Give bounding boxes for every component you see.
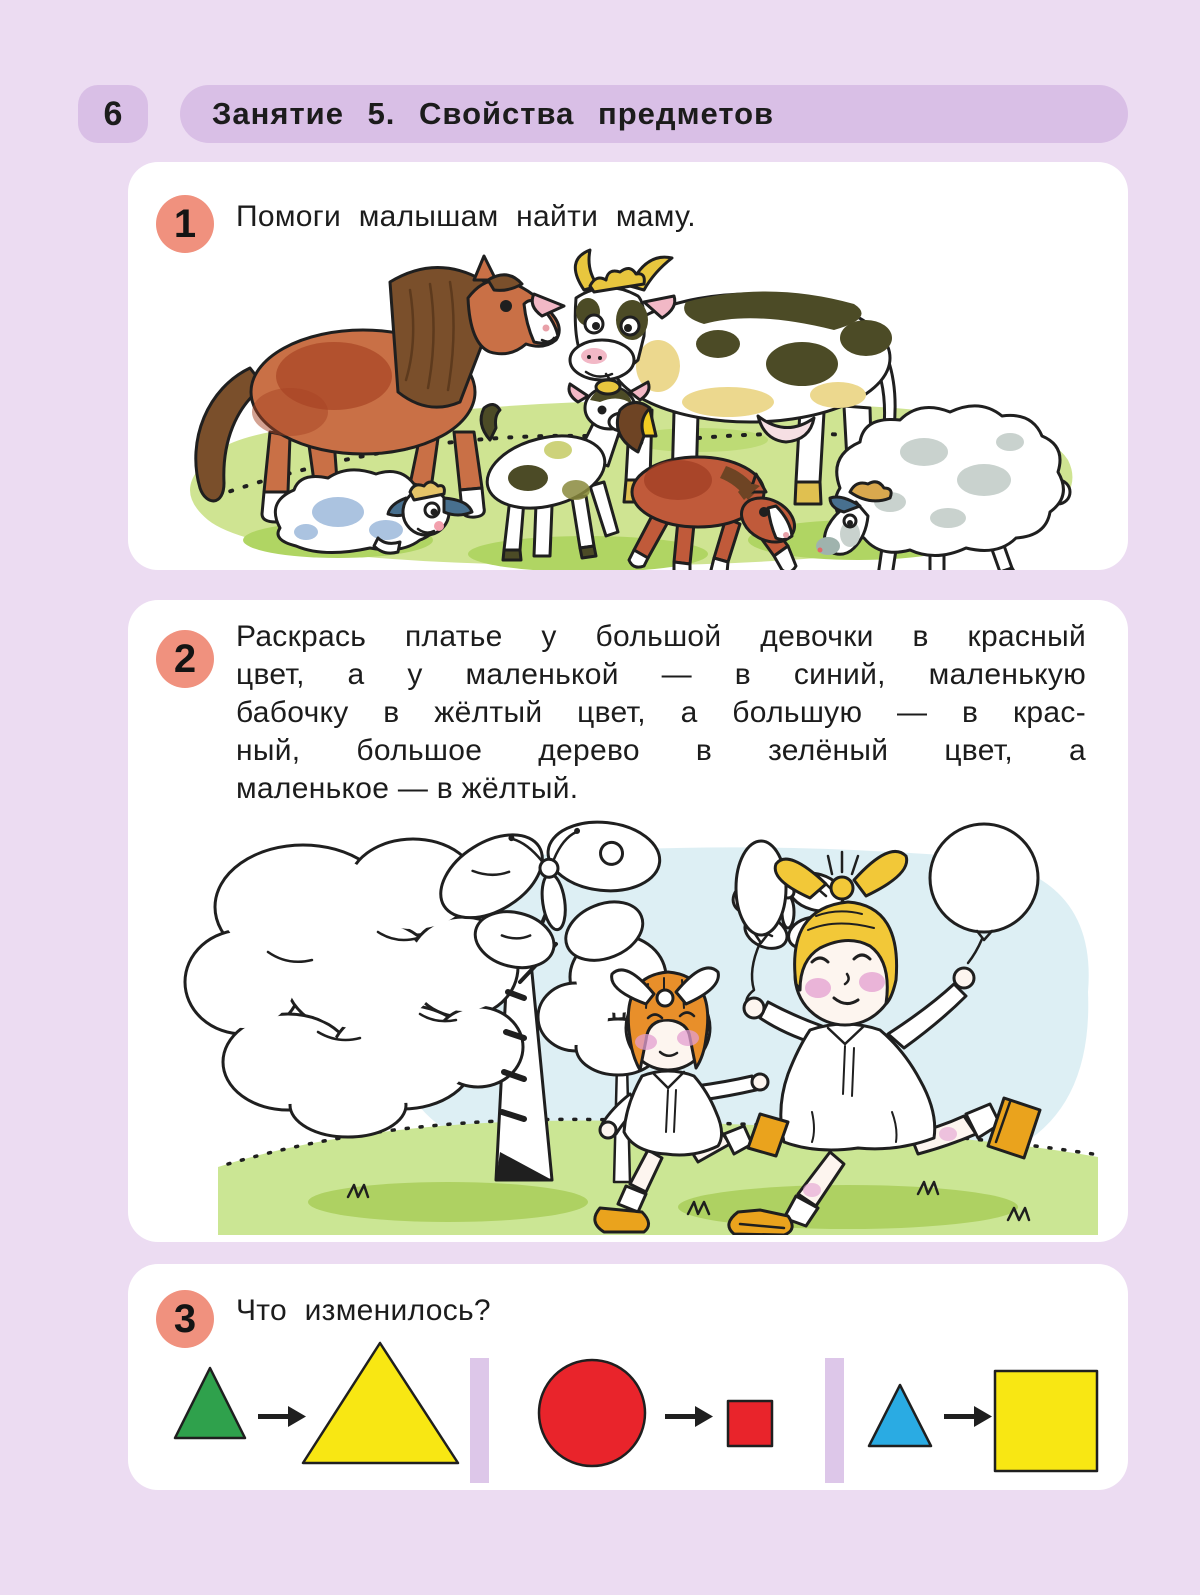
- task2-line: цвет, а у маленькой — в синий, маленькую: [236, 658, 1086, 691]
- task3-question: Что изменилось?: [236, 1294, 491, 1327]
- park-illustration: [148, 812, 1108, 1235]
- divider-bar: [470, 1358, 489, 1483]
- arrow-icon: [944, 1406, 992, 1427]
- task2-number-badge: 2: [156, 630, 214, 688]
- task2-line: Раскрась платье у большой девочки в красный: [236, 620, 1086, 653]
- shapes-row: [128, 1328, 1128, 1488]
- task2-line: ный, большое дерево в зелёный цвет, а: [236, 734, 1086, 767]
- task1-text: Помоги малышам найти маму.: [236, 200, 696, 233]
- task2-card: [128, 600, 1128, 1242]
- shape-yellow-triangle-big: [303, 1343, 458, 1463]
- task2-line: бабочку в жёлтый цвет, а большую — в крас-: [236, 696, 1086, 729]
- shape-blue-triangle-small: [869, 1385, 931, 1446]
- task3-card: [128, 1264, 1128, 1490]
- arrow-icon: [665, 1406, 713, 1427]
- page-number-badge: 6: [78, 85, 148, 143]
- task1-card: [128, 162, 1128, 570]
- task2-text: [236, 618, 1086, 808]
- divider-bar: [825, 1358, 844, 1483]
- task3-number-badge: 3: [156, 1290, 214, 1348]
- shape-red-square-small: [728, 1401, 772, 1446]
- lesson-title: Занятие 5. Свойства предметов: [212, 96, 775, 131]
- shape-yellow-square-big: [995, 1371, 1097, 1471]
- shape-green-triangle-small: [175, 1368, 245, 1438]
- shape-red-circle-big: [539, 1360, 645, 1466]
- farm-illustration: [138, 240, 1118, 570]
- arrow-icon: [258, 1406, 306, 1427]
- task1-number-badge: 1: [156, 195, 214, 253]
- lesson-title-banner: [180, 85, 1128, 143]
- task2-line: маленькое — в жёлтый.: [236, 772, 579, 805]
